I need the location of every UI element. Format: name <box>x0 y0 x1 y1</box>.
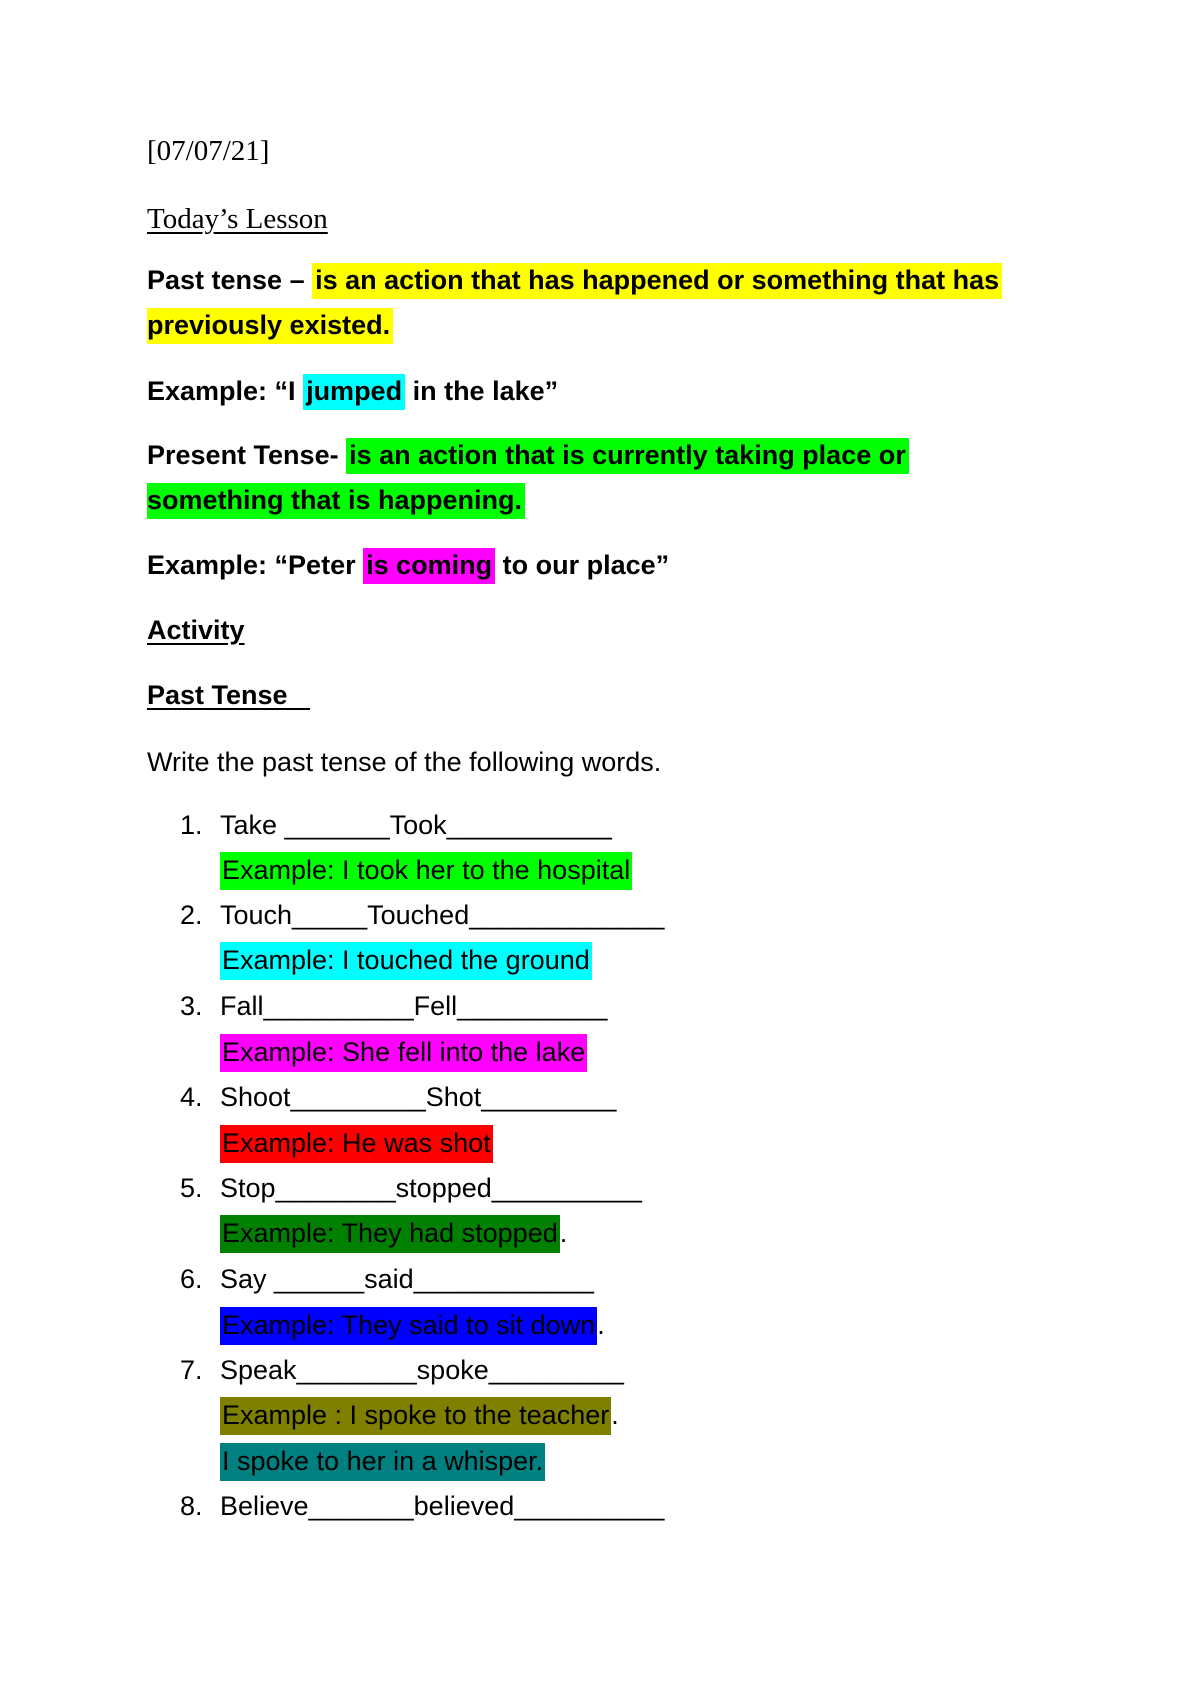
list-item-number: 5. <box>180 1173 203 1203</box>
example-prefix: Example: “I <box>147 376 304 406</box>
example-highlight: is coming <box>363 548 495 584</box>
example-suffix: to our place” <box>495 550 670 580</box>
list-item-example <box>220 1035 587 1069</box>
list-item-example <box>220 1444 545 1478</box>
list-item-example <box>220 853 632 887</box>
example-sentence: Example: I took her to the hospital <box>220 852 632 890</box>
example-trailing-punctuation: . <box>597 1310 605 1340</box>
past-tense-definition-text-cont: previously existed. <box>147 308 393 344</box>
list-item-example <box>220 943 592 977</box>
list-item-example <box>220 1398 619 1432</box>
example-trailing-punctuation: . <box>559 1218 568 1248</box>
past-tense-definition-line2 <box>147 308 393 342</box>
list-item: Touch_____Touched_____________ <box>220 900 665 930</box>
list-item-number: 4. <box>180 1082 203 1112</box>
example-prefix: Example: “Peter <box>147 550 364 580</box>
list-item-number: 1. <box>180 810 203 840</box>
present-tense-example <box>147 548 669 582</box>
example-sentence: I spoke to her in a whisper. <box>220 1443 545 1481</box>
example-sentence: Example: He was shot <box>220 1125 493 1163</box>
list-item: Speak________spoke_________ <box>220 1355 624 1385</box>
present-tense-definition-line2 <box>147 483 525 517</box>
past-tense-definition-line1 <box>147 263 1002 297</box>
example-trailing-punctuation: . <box>611 1400 619 1430</box>
list-item-number: 2. <box>180 900 203 930</box>
lesson-date: [07/07/21] <box>147 135 270 167</box>
list-item: Believe_______believed__________ <box>220 1491 665 1521</box>
activity-heading: Activity <box>147 615 245 645</box>
past-tense-definition-text: is an action that has happened or something that has <box>312 263 1002 299</box>
example-sentence: Example: She fell into the lake <box>220 1034 587 1072</box>
example-sentence: Example: They said to sit down <box>220 1307 597 1345</box>
present-tense-label: Present Tense- <box>147 440 347 470</box>
list-item-example <box>220 1126 493 1160</box>
list-item: Stop________stopped__________ <box>220 1173 642 1203</box>
present-tense-definition-text: is an action that is currently taking place or <box>346 438 909 474</box>
list-item: Shoot_________Shot_________ <box>220 1082 617 1112</box>
instruction-text: Write the past tense of the following words. <box>147 747 662 777</box>
past-tense-example <box>147 374 558 408</box>
list-item: Say ______said____________ <box>220 1264 594 1294</box>
list-item-number: 6. <box>180 1264 203 1294</box>
list-item-number: 7. <box>180 1355 203 1385</box>
example-suffix: in the lake” <box>405 376 559 406</box>
present-tense-definition-text-cont: something that is happening. <box>147 483 525 519</box>
list-item: Take _______Took___________ <box>220 810 612 840</box>
list-item: Fall__________Fell__________ <box>220 991 608 1021</box>
example-highlight: jumped <box>303 374 405 410</box>
list-item-number: 3. <box>180 991 203 1021</box>
example-sentence: Example: I touched the ground <box>220 942 592 980</box>
example-sentence: Example: They had stopped <box>220 1215 560 1253</box>
lesson-title: Today’s Lesson <box>147 203 328 235</box>
list-item-example <box>220 1216 567 1250</box>
list-item-number: 8. <box>180 1491 203 1521</box>
example-sentence: Example : I spoke to the teacher <box>220 1397 611 1435</box>
past-tense-heading: Past Tense <box>147 680 311 710</box>
past-tense-label: Past tense – <box>147 265 313 295</box>
present-tense-definition-line1 <box>147 438 909 472</box>
list-item-example <box>220 1308 605 1342</box>
